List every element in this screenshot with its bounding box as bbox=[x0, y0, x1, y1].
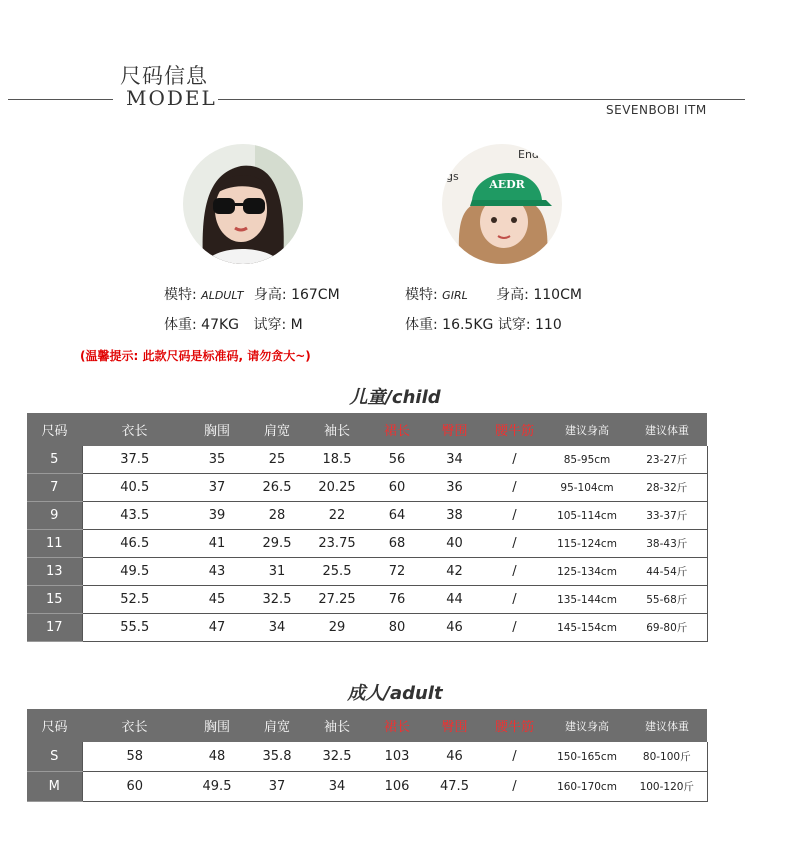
adult-model-photo bbox=[183, 144, 303, 264]
child-header-cell: 建议身高 bbox=[547, 413, 627, 446]
table-cell: 105-114cm bbox=[547, 502, 627, 530]
height-value: 167CM bbox=[291, 287, 340, 303]
table-cell: 34 bbox=[247, 614, 307, 642]
table-cell: 80-100斤 bbox=[627, 742, 707, 772]
table-cell: 39 bbox=[187, 502, 247, 530]
adult-header-cell: 袖长 bbox=[307, 709, 367, 742]
adult-header-cell: 臀围 bbox=[427, 709, 482, 742]
child-header-cell: 建议体重 bbox=[627, 413, 707, 446]
table-cell: 37.5 bbox=[82, 446, 187, 474]
weight-value: 16.5KG bbox=[442, 317, 494, 333]
table-cell: 49.5 bbox=[187, 772, 247, 802]
size-label: 13 bbox=[27, 558, 82, 586]
table-cell: 48 bbox=[187, 742, 247, 772]
table-cell: 150-165cm bbox=[547, 742, 627, 772]
child-section-title: 儿童/child bbox=[349, 387, 441, 408]
table-cell: 47.5 bbox=[427, 772, 482, 802]
table-cell: 25 bbox=[247, 446, 307, 474]
table-cell: 32.5 bbox=[307, 742, 367, 772]
table-cell: 36 bbox=[427, 474, 482, 502]
cap-text: AEDR bbox=[489, 178, 525, 191]
table-row bbox=[27, 586, 707, 614]
bg-text-gs: gs bbox=[446, 170, 459, 183]
height-label: 身高: bbox=[253, 287, 287, 303]
child-header-cell: 胸围 bbox=[187, 413, 247, 446]
child-header-cell: 裙长 bbox=[367, 413, 427, 446]
child-table-header bbox=[27, 413, 707, 446]
table-cell: 43.5 bbox=[82, 502, 187, 530]
try-label: 试穿: bbox=[497, 317, 531, 333]
child-header-cell: 衣长 bbox=[82, 413, 187, 446]
size-label: 5 bbox=[27, 446, 82, 474]
table-cell: 28 bbox=[247, 502, 307, 530]
adult-header-cell: 腰牛筋 bbox=[482, 709, 547, 742]
child-model-illustration bbox=[442, 144, 562, 264]
adult-header-cell: 肩宽 bbox=[247, 709, 307, 742]
size-notice: (温馨提示: 此款尺码是标准码, 请勿贪大~) bbox=[80, 349, 311, 363]
child-header-cell: 肩宽 bbox=[247, 413, 307, 446]
table-cell: 43 bbox=[187, 558, 247, 586]
table-cell: 49.5 bbox=[82, 558, 187, 586]
table-cell: 27.25 bbox=[307, 586, 367, 614]
table-cell: 38 bbox=[427, 502, 482, 530]
weight-label: 体重: bbox=[405, 317, 438, 333]
child-table-body bbox=[27, 446, 707, 642]
size-label: M bbox=[27, 772, 82, 802]
table-cell: 22 bbox=[307, 502, 367, 530]
table-row bbox=[27, 502, 707, 530]
size-label: 17 bbox=[27, 614, 82, 642]
table-cell: 52.5 bbox=[82, 586, 187, 614]
adult-header-cell: 衣长 bbox=[82, 709, 187, 742]
table-cell: 60 bbox=[82, 772, 187, 802]
table-cell: 23-27斤 bbox=[627, 446, 707, 474]
try-value: 110 bbox=[535, 317, 562, 333]
height-label: 身高: bbox=[496, 287, 529, 303]
table-cell: 60 bbox=[367, 474, 427, 502]
table-cell: / bbox=[482, 530, 547, 558]
size-label: 9 bbox=[27, 502, 82, 530]
table-cell: / bbox=[482, 742, 547, 772]
table-cell: 160-170cm bbox=[547, 772, 627, 802]
table-cell: 80 bbox=[367, 614, 427, 642]
table-cell: 72 bbox=[367, 558, 427, 586]
table-cell: 58 bbox=[82, 742, 187, 772]
model-label: 模特: bbox=[164, 287, 197, 303]
table-cell: 18.5 bbox=[307, 446, 367, 474]
child-header-cell: 袖长 bbox=[307, 413, 367, 446]
table-row bbox=[27, 558, 707, 586]
adult-table-header bbox=[27, 709, 707, 742]
adult-header-cell: 建议身高 bbox=[547, 709, 627, 742]
table-cell: 45 bbox=[187, 586, 247, 614]
table-cell: 100-120斤 bbox=[627, 772, 707, 802]
table-cell: / bbox=[482, 614, 547, 642]
table-cell: 69-80斤 bbox=[627, 614, 707, 642]
table-cell: 20.25 bbox=[307, 474, 367, 502]
table-cell: 46 bbox=[427, 742, 482, 772]
table-cell: 44 bbox=[427, 586, 482, 614]
table-cell: 37 bbox=[187, 474, 247, 502]
table-cell: 106 bbox=[367, 772, 427, 802]
size-label: 7 bbox=[27, 474, 82, 502]
table-cell: 103 bbox=[367, 742, 427, 772]
table-cell: 46.5 bbox=[82, 530, 187, 558]
model-label: 模特: bbox=[405, 287, 438, 303]
page-title-cn: 尺码信息 bbox=[120, 64, 208, 88]
table-cell: 41 bbox=[187, 530, 247, 558]
table-row bbox=[27, 614, 707, 642]
table-cell: 38-43斤 bbox=[627, 530, 707, 558]
table-cell: 40.5 bbox=[82, 474, 187, 502]
child-size-table bbox=[27, 413, 708, 642]
size-label: S bbox=[27, 742, 82, 772]
table-cell: 55.5 bbox=[82, 614, 187, 642]
table-cell: / bbox=[482, 772, 547, 802]
header-rule-left bbox=[8, 99, 113, 100]
table-row bbox=[27, 446, 707, 474]
table-cell: / bbox=[482, 558, 547, 586]
table-cell: 85-95cm bbox=[547, 446, 627, 474]
adult-header-cell: 建议体重 bbox=[627, 709, 707, 742]
size-label: 11 bbox=[27, 530, 82, 558]
table-cell: 46 bbox=[427, 614, 482, 642]
brand-name: SEVENBOBI ITM bbox=[606, 103, 707, 117]
table-row bbox=[27, 474, 707, 502]
table-cell: 55-68斤 bbox=[627, 586, 707, 614]
table-cell: / bbox=[482, 446, 547, 474]
model-value: ALDULT bbox=[201, 289, 244, 302]
child-header-cell: 腰牛筋 bbox=[482, 413, 547, 446]
table-row bbox=[27, 772, 707, 802]
table-row bbox=[27, 530, 707, 558]
adult-table-body bbox=[27, 742, 707, 802]
weight-value: 47KG bbox=[201, 317, 240, 333]
adult-model-line-1 bbox=[164, 284, 340, 304]
table-cell: 23.75 bbox=[307, 530, 367, 558]
table-cell: 125-134cm bbox=[547, 558, 627, 586]
table-cell: / bbox=[482, 474, 547, 502]
height-value: 110CM bbox=[533, 287, 582, 303]
table-cell: 26.5 bbox=[247, 474, 307, 502]
child-header-cell: 臀围 bbox=[427, 413, 482, 446]
size-label: 15 bbox=[27, 586, 82, 614]
child-model-line-2 bbox=[405, 314, 562, 334]
table-cell: 32.5 bbox=[247, 586, 307, 614]
table-cell: 68 bbox=[367, 530, 427, 558]
table-cell: 47 bbox=[187, 614, 247, 642]
table-cell: 25.5 bbox=[307, 558, 367, 586]
table-cell: 33-37斤 bbox=[627, 502, 707, 530]
weight-label: 体重: bbox=[164, 317, 197, 333]
page-title-en: MODEL bbox=[126, 86, 217, 110]
table-cell: 34 bbox=[427, 446, 482, 474]
header-rule-right bbox=[218, 99, 745, 100]
adult-section-title: 成人/adult bbox=[347, 683, 443, 704]
try-value: M bbox=[290, 317, 303, 333]
table-cell: / bbox=[482, 586, 547, 614]
adult-header-cell: 胸围 bbox=[187, 709, 247, 742]
model-value: GIRL bbox=[442, 289, 468, 302]
table-cell: 76 bbox=[367, 586, 427, 614]
table-cell: 28-32斤 bbox=[627, 474, 707, 502]
table-cell: / bbox=[482, 502, 547, 530]
bg-text-end: End bbox=[518, 148, 539, 161]
child-model-photo bbox=[442, 144, 562, 264]
table-cell: 44-54斤 bbox=[627, 558, 707, 586]
table-cell: 35.8 bbox=[247, 742, 307, 772]
table-cell: 135-144cm bbox=[547, 586, 627, 614]
table-row bbox=[27, 742, 707, 772]
adult-size-table bbox=[27, 709, 708, 802]
child-header-cell: 尺码 bbox=[27, 413, 82, 446]
table-cell: 37 bbox=[247, 772, 307, 802]
adult-model-illustration bbox=[183, 144, 303, 264]
table-cell: 64 bbox=[367, 502, 427, 530]
table-cell: 34 bbox=[307, 772, 367, 802]
adult-model-line-2 bbox=[164, 314, 303, 334]
table-cell: 56 bbox=[367, 446, 427, 474]
table-cell: 40 bbox=[427, 530, 482, 558]
table-cell: 29 bbox=[307, 614, 367, 642]
table-cell: 35 bbox=[187, 446, 247, 474]
try-label: 试穿: bbox=[253, 317, 287, 333]
table-cell: 115-124cm bbox=[547, 530, 627, 558]
table-cell: 31 bbox=[247, 558, 307, 586]
table-cell: 42 bbox=[427, 558, 482, 586]
table-cell: 95-104cm bbox=[547, 474, 627, 502]
adult-header-cell: 裙长 bbox=[367, 709, 427, 742]
table-cell: 145-154cm bbox=[547, 614, 627, 642]
adult-header-cell: 尺码 bbox=[27, 709, 82, 742]
table-cell: 29.5 bbox=[247, 530, 307, 558]
child-model-line-1 bbox=[405, 284, 582, 304]
